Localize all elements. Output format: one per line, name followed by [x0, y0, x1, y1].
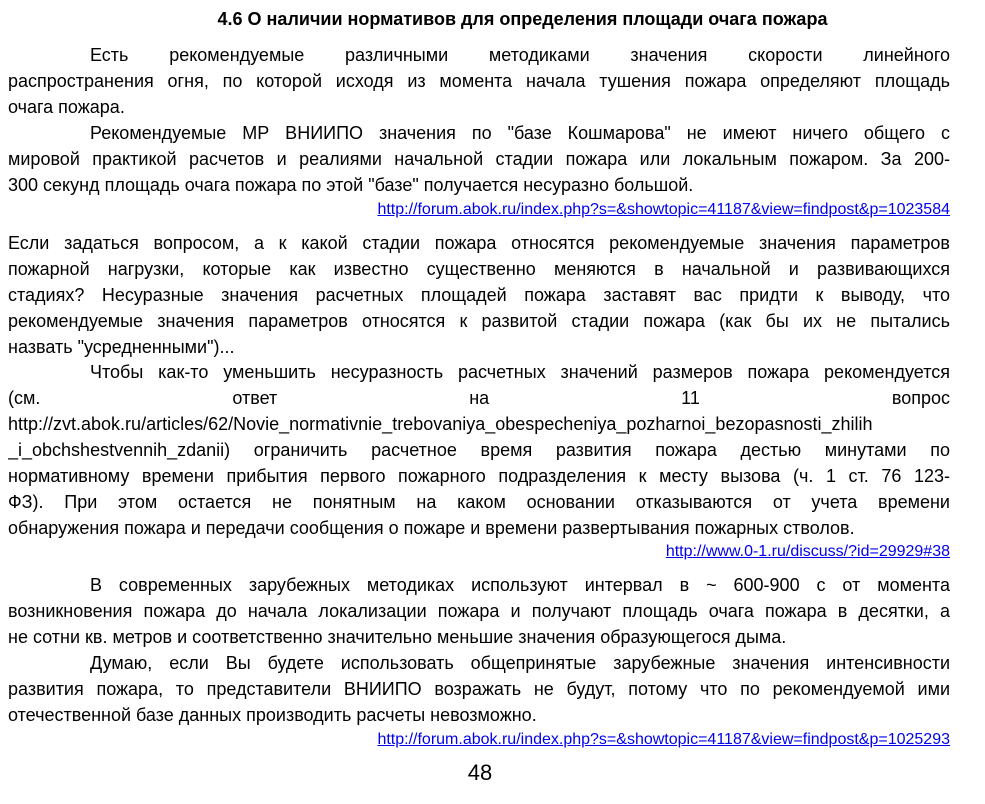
- paragraph-line: развития пожара, то представители ВНИИПО возражать не будут, потому что по рекомендуемой ими: [8, 679, 950, 699]
- paragraph-line: 300 секунд площадь очага пожара по этой "базе" получается несуразно большой.: [8, 175, 694, 195]
- source-link[interactable]: http://forum.abok.ru/index.php?s=&showtopic=41187&view=findpost&p=1023584: [377, 201, 950, 218]
- paragraph-line: назвать "усредненными")...: [8, 337, 235, 357]
- paragraph-line: В современных зарубежных методиках используют интервал в ~ 600-900 с от момента: [90, 575, 950, 595]
- paragraph-line: распространения огня, по которой исходя из момента начала тушения пожара определяют площадь: [8, 71, 950, 91]
- paragraph-line: Есть рекомендуемые различными методиками значения скорости линейного: [90, 45, 950, 65]
- paragraph-line: не сотни кв. метров и соответственно значительно меньшие значения образующегося дыма.: [8, 627, 787, 647]
- page-number: 48: [467, 760, 493, 785]
- section-title: 4.6 О наличии нормативов для определения площади очага пожара: [217, 9, 828, 29]
- source-link[interactable]: http://www.0-1.ru/discuss/?id=29929#38: [665, 543, 950, 560]
- paragraph-line: _i_obchshestvennih_zdanii) ограничить расчетное время развития пожара дестью минутами по: [8, 440, 950, 460]
- paragraph-line: стадиях? Несуразные значения расчетных площадей пожара заставят вас придти к выводу, что: [8, 285, 950, 305]
- paragraph-line: рекомендуемые значения параметров относятся к развитой стадии пожара (как бы их не пытались: [8, 311, 950, 331]
- paragraph-line: Чтобы как-то уменьшить несуразность расчетных значений размеров пожара рекомендуется: [90, 362, 950, 382]
- paragraph-line: нормативному времени прибытия первого пожарного подразделения к месту вызова (ч. 1 ст. 76 123-: [8, 466, 950, 486]
- source-link[interactable]: http://forum.abok.ru/index.php?s=&showtopic=41187&view=findpost&p=1025293: [377, 731, 950, 748]
- paragraph-line: http://zvt.abok.ru/articles/62/Novie_normativnie_trebovaniya_obespecheniya_pozharnoi_bezopasnosti_zhilih: [8, 414, 873, 434]
- paragraph-line: мировой практикой расчетов и реалиями начальной стадии пожара или локальным пожаром. За 200-: [8, 149, 950, 169]
- paragraph-line: возникновения пожара до начала локализации пожара и получают площадь очага пожара в десятки, а: [8, 601, 950, 621]
- paragraph-line: Думаю, если Вы будете использовать общепринятые зарубежные значения интенсивности: [90, 653, 950, 673]
- paragraph-line: очага пожара.: [8, 97, 125, 117]
- paragraph-line: Если задаться вопросом, а к какой стадии пожара относятся рекомендуемые значения параметров: [8, 233, 950, 253]
- paragraph-line: (см. ответ на 11 вопрос: [8, 388, 950, 408]
- paragraph-line: ФЗ). При этом остается не понятным на каком основании отказываются от учета времени: [8, 492, 950, 512]
- paragraph-line: обнаружения пожара и передачи сообщения о пожаре и времени развертывания пожарных стволов.: [8, 518, 855, 538]
- paragraph-line: отечественной базе данных производить расчеты невозможно.: [8, 705, 537, 725]
- paragraph-line: пожарной нагрузки, которые как известно существенно меняются в начальной и развивающихся: [8, 259, 950, 279]
- paragraph-line: Рекомендуемые МР ВНИИПО значения по "базе Кошмарова" не имеют ничего общего с: [90, 123, 950, 143]
